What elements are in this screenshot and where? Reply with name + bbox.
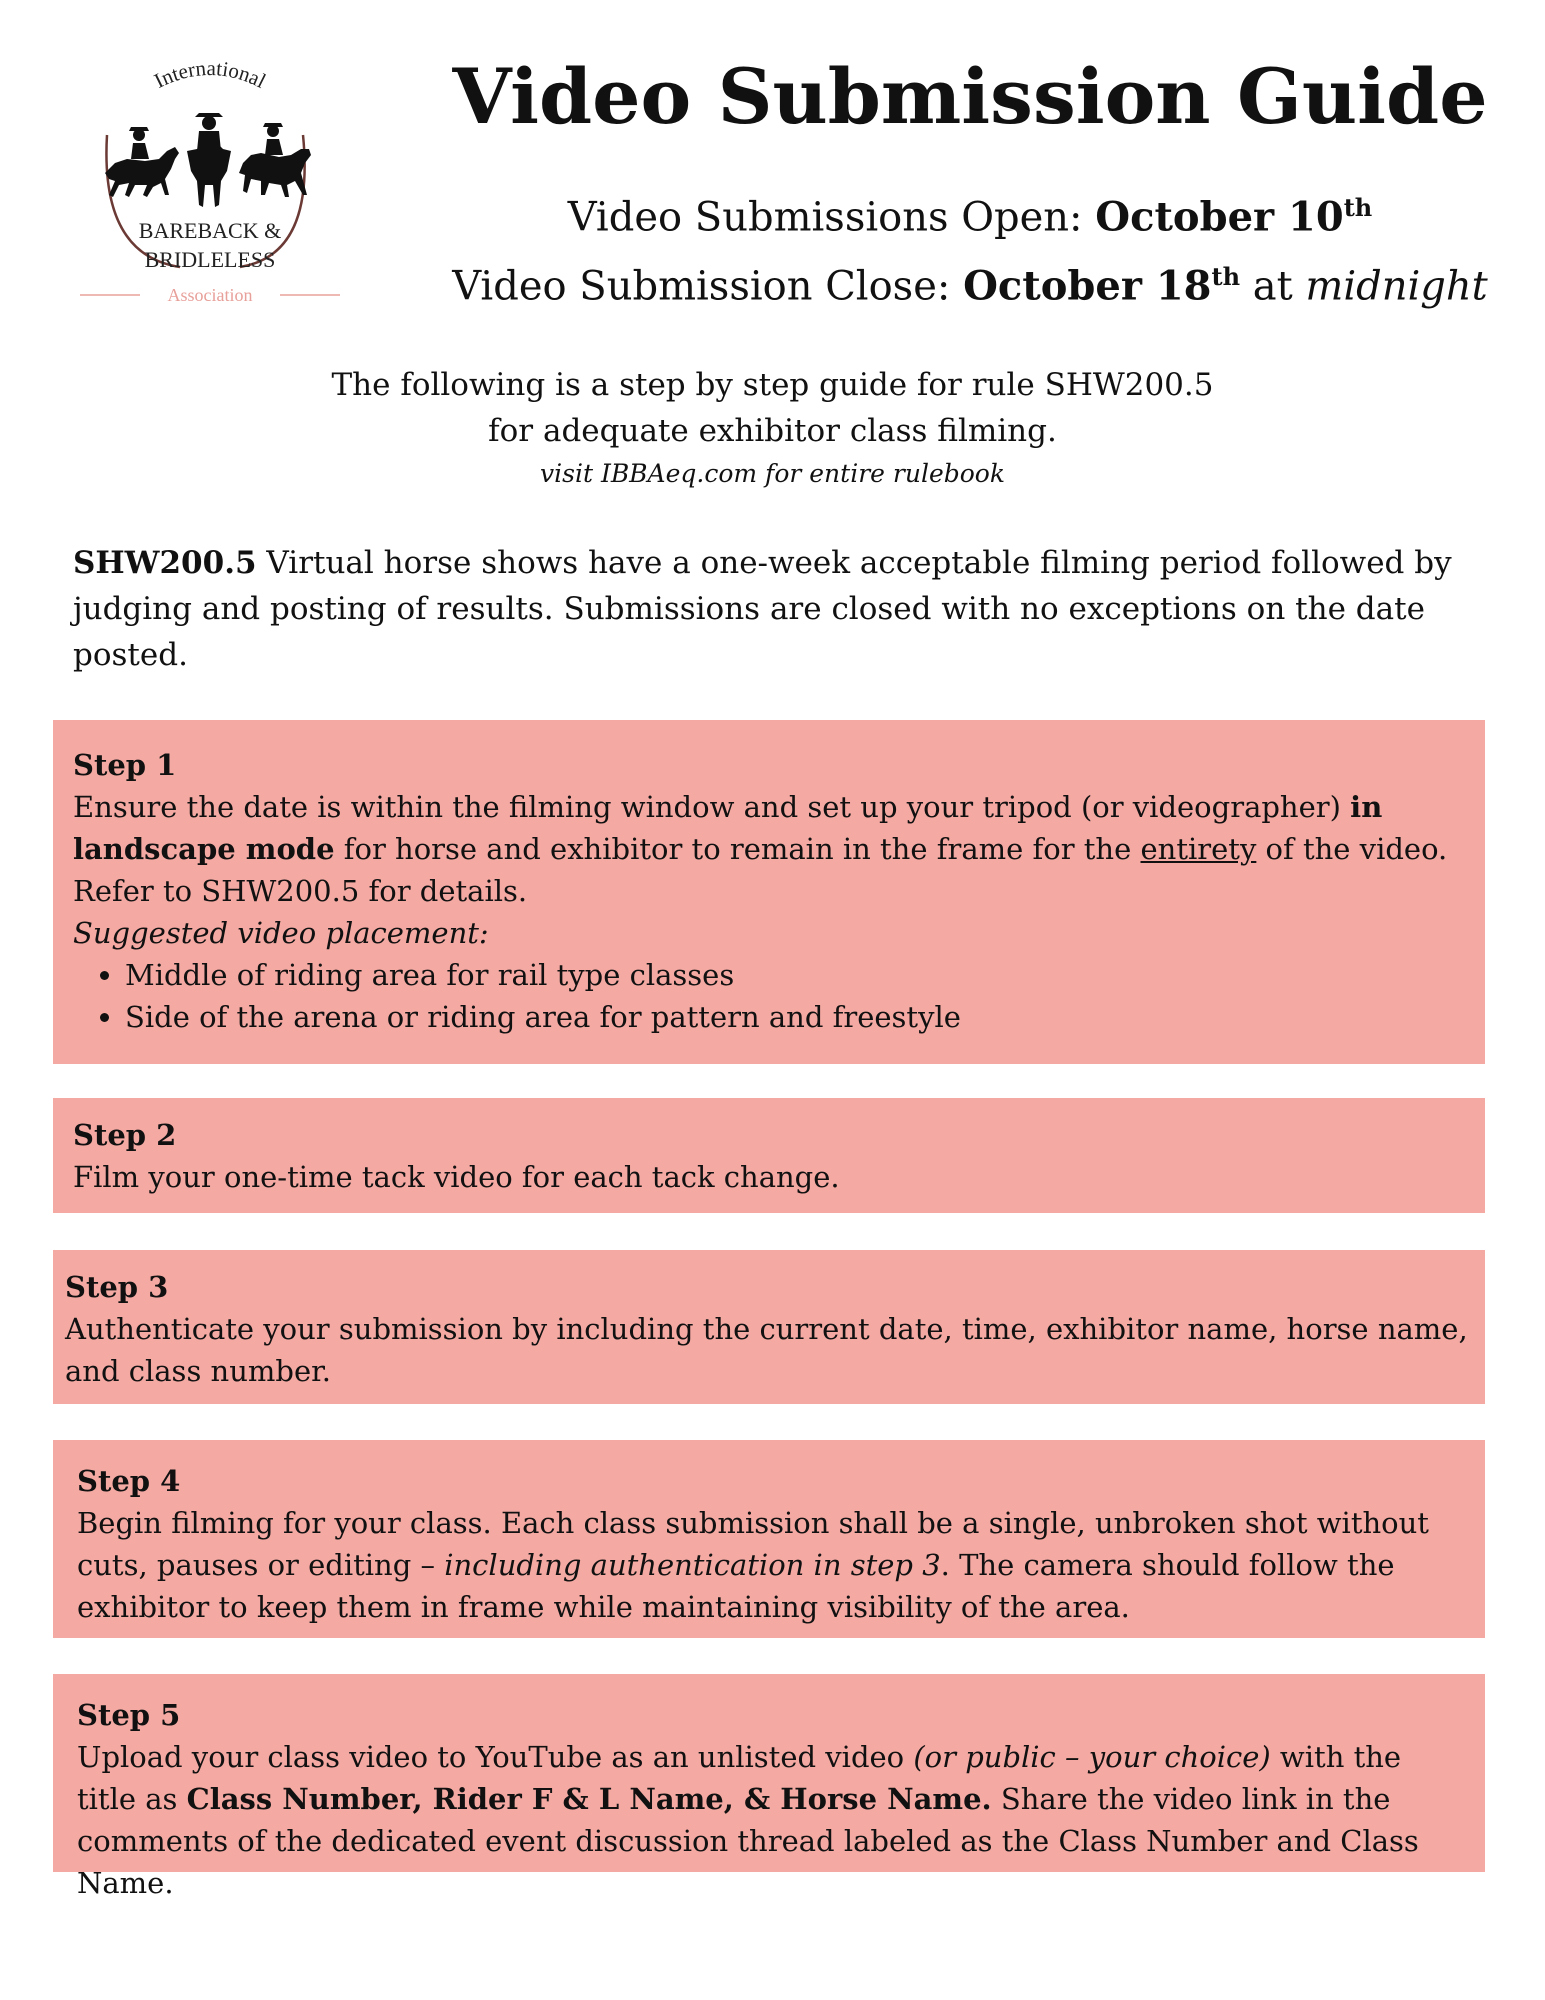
list-item: • Middle of riding area for rail type classes xyxy=(125,954,1465,996)
logo-top-text: International xyxy=(150,55,270,93)
logo-graphic xyxy=(75,55,345,315)
close-date-suffix: th xyxy=(1211,262,1241,292)
step-5-text-part: Share the video link in the comments of the dedicated event discussion thread labeled as the Class Number and Class Name. xyxy=(77,1782,1419,1900)
step-1-text xyxy=(73,786,1465,912)
step-4-text-part: . The camera should follow the exhibitor to keep them in frame while maintaining visibility of the area. xyxy=(77,1548,1395,1624)
step-5-bold-part: Class Number, Rider F & L Name, & Horse Name. xyxy=(186,1782,992,1816)
step-5-text-part: with the title as xyxy=(77,1740,1402,1816)
open-label: Video Submissions Open: xyxy=(567,194,1096,241)
logo-line1: BAREBACK & xyxy=(138,218,282,243)
horse-rider-center-icon xyxy=(187,113,231,207)
svg-text:International xyxy=(150,56,270,93)
step-3-text: Authenticate your submission by including the current date, time, exhibitor name, horse name, and class number. xyxy=(65,1312,1468,1388)
step-1-box xyxy=(53,720,1485,1064)
step-1-underline-part: entirety xyxy=(1140,832,1257,866)
rulebook-link-text: visit IBBAeq.com for entire rulebook xyxy=(540,459,1005,488)
logo-line2: BRIDLELESS xyxy=(144,247,276,272)
step-1-suggested-label: Suggested video placement: xyxy=(73,916,489,950)
rule-paragraph xyxy=(73,540,1473,678)
page-title: Video Submission Guide xyxy=(452,52,1488,141)
open-date: October 10 xyxy=(1095,193,1344,241)
association-logo xyxy=(75,55,345,315)
step-3-title: Step 3 xyxy=(65,1270,169,1304)
step-1-text-part: of the video. Refer to SHW200.5 for details. xyxy=(73,832,1448,908)
close-time: midnight xyxy=(1305,263,1488,310)
step-5-text xyxy=(77,1736,1461,1904)
step-5-title: Step 5 xyxy=(77,1698,181,1732)
step-2-text: Film your one-time tack video for each tack change. xyxy=(73,1160,840,1194)
step-3-box xyxy=(53,1250,1485,1404)
step-1-text-part: Ensure the date is within the filming window and set up your tripod (or videographer) xyxy=(73,790,1351,824)
step-1-bold-part: in landscape mode xyxy=(73,790,1383,866)
step-4-text xyxy=(77,1502,1461,1628)
intro-line2: for adequate exhibitor class filming. xyxy=(488,413,1057,449)
step-4-text-part: Begin filming for your class. Each class submission shall be a single, unbroken shot without cuts, pauses or editing – xyxy=(77,1506,1429,1582)
open-date-suffix: th xyxy=(1343,193,1373,222)
close-date: October 18 xyxy=(963,262,1212,310)
step-1-bullet-list xyxy=(73,954,1465,1038)
step-5-box xyxy=(53,1674,1485,1900)
step-2-box xyxy=(53,1098,1485,1213)
rule-text: Virtual horse shows have a one-week acceptable filming period followed by judging and posting of results. Submissions are closed with no exceptions on the date posted. xyxy=(73,545,1452,673)
open-date-line xyxy=(420,178,1520,247)
close-label: Video Submission Close: xyxy=(452,263,964,310)
close-at: at xyxy=(1240,263,1306,310)
horse-rider-left-icon xyxy=(105,127,179,197)
submission-dates xyxy=(420,178,1520,317)
step-1-title: Step 1 xyxy=(73,748,177,782)
step-2-title: Step 2 xyxy=(73,1118,177,1152)
close-date-line xyxy=(420,247,1520,316)
intro xyxy=(0,362,1545,494)
intro-line1: The following is a step by step guide for rule SHW200.5 xyxy=(331,367,1214,403)
step-1-text-part: for horse and exhibitor to remain in the frame for the xyxy=(334,832,1141,866)
list-item: • Side of the arena or riding area for pattern and freestyle xyxy=(125,996,1465,1038)
step-4-box xyxy=(53,1440,1485,1638)
rule-code: SHW200.5 xyxy=(73,545,257,581)
step-5-text-part: Upload your class video to YouTube as an unlisted video xyxy=(77,1740,914,1774)
logo-bottom-text: Association xyxy=(167,285,253,305)
step-4-italic-part: including authentication in step 3 xyxy=(444,1548,941,1582)
horse-rider-right-icon xyxy=(239,123,311,197)
step-4-title: Step 4 xyxy=(77,1464,181,1498)
step-5-italic-part: (or public – your choice) xyxy=(913,1740,1271,1774)
